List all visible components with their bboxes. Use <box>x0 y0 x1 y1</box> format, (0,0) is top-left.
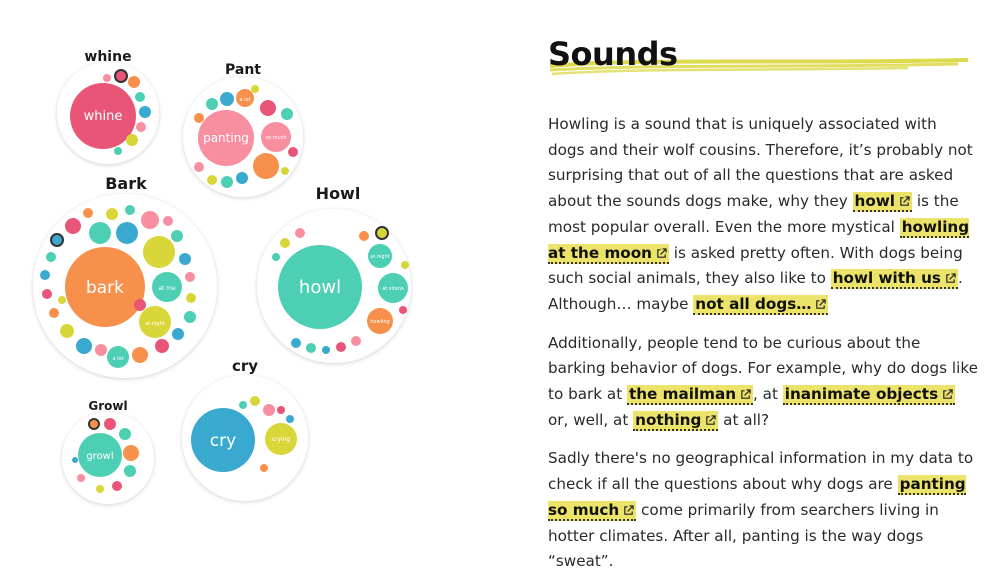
external-link-icon <box>815 299 826 310</box>
external-link-icon <box>623 505 634 516</box>
svg-text:bark: bark <box>85 278 125 298</box>
svg-text:so much: so much <box>265 135 287 141</box>
svg-text:at me: at me <box>158 285 176 292</box>
svg-text:a lot: a lot <box>239 97 251 103</box>
article-section <box>548 30 978 588</box>
link-panting-so-much[interactable]: panting so much <box>548 475 966 519</box>
group-label-pant: Pant <box>225 62 261 78</box>
section-title: Sounds <box>548 35 678 73</box>
group-pant[interactable] <box>183 62 303 197</box>
svg-text:howling: howling <box>370 319 390 325</box>
link-the-mailman[interactable]: the mailman <box>627 385 753 405</box>
svg-text:crying: crying <box>271 436 291 443</box>
link-howling-at-the-moon[interactable]: howling at the moon <box>548 217 970 262</box>
svg-text:panting: panting <box>203 131 249 145</box>
external-link-icon <box>656 248 667 259</box>
external-link-icon <box>740 389 751 400</box>
external-link-icon <box>705 415 716 426</box>
svg-text:whine: whine <box>83 109 123 124</box>
group-label-growl: Growl <box>88 399 128 413</box>
group-cry[interactable] <box>182 357 308 501</box>
section-header <box>548 30 978 78</box>
group-howl[interactable] <box>257 184 411 363</box>
svg-text:growl: growl <box>86 451 114 462</box>
external-link-icon <box>945 273 956 284</box>
group-label-whine: whine <box>84 49 132 65</box>
group-label-howl: Howl <box>315 184 361 203</box>
external-link-icon <box>942 389 953 400</box>
group-whine[interactable] <box>57 49 159 164</box>
link-howl[interactable]: howl <box>853 192 912 212</box>
group-label-bark: Bark <box>105 174 147 193</box>
link-not-all-dogs[interactable]: not all dogs… <box>693 295 828 315</box>
paragraph-howling: Howling is a sound that is uniquely associated with dogs and their wolf cousins. Therefore, it’s probably not surprising that out of all the questions that are asked about the sounds dogs make, why they howl is the most popular overall. Even the more mystical howling at the moon is asked pretty often. With dogs being such social animals, they also like to howl with us . Although… maybe not all dogs… <box>548 115 973 313</box>
svg-text:at sirens: at sirens <box>382 286 404 292</box>
svg-text:howl: howl <box>298 277 342 298</box>
group-label-cry: cry <box>231 357 259 375</box>
paragraph-barking: Additionally, people tend to be curious about the barking behavior of dogs. For example, why do dogs like to bark at the mailman , at inanimate objects or, well, at nothing at all? <box>548 333 978 429</box>
link-howl-with-us[interactable]: howl with us <box>831 269 958 289</box>
sounds-bubble-visualization <box>0 0 520 555</box>
group-bark[interactable] <box>33 174 217 378</box>
external-link-icon <box>899 196 910 207</box>
svg-text:a lot: a lot <box>112 356 124 362</box>
svg-text:at night: at night <box>370 254 390 260</box>
link-nothing[interactable]: nothing <box>633 411 718 431</box>
svg-text:cry: cry <box>209 431 237 451</box>
group-growl[interactable] <box>62 399 154 504</box>
paragraph-panting: Sadly there's no geographical information in my data to check if all the questions about why dogs are panting so much come primarily from searchers living in hotter climates. After all, panting is the way dogs “sweat”. <box>548 449 974 571</box>
link-inanimate-objects[interactable]: inanimate objects <box>783 385 955 405</box>
svg-text:at night: at night <box>145 321 165 327</box>
